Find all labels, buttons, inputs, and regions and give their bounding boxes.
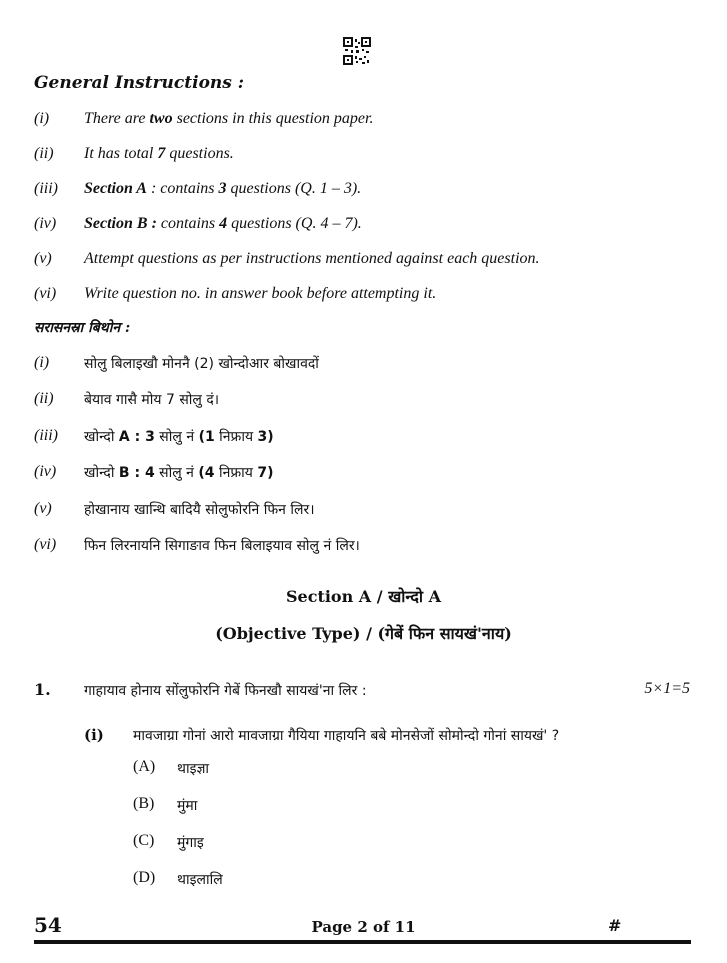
- text-fragment: contains: [156, 215, 220, 232]
- english-instruction-number: (iii): [34, 180, 58, 197]
- text-fragment: 4: [219, 215, 228, 232]
- english-instruction-text: [84, 285, 436, 303]
- text-fragment: निफ्राय: [214, 465, 258, 482]
- english-instruction-number: (ii): [34, 145, 54, 162]
- bodo-instruction-text: [84, 536, 360, 555]
- english-instruction-number: (i): [34, 110, 50, 127]
- text-fragment: It has total: [84, 145, 158, 162]
- bodo-instructions-heading: सरासनस्रा बिथोन :: [34, 320, 131, 336]
- subquestion-text: मावजाग्रा गोनां आरो मावजाग्रा गैयिया गाहायनि बबे मोनसेजों सोमोन्दो गोनां सायखं' ?: [133, 728, 560, 744]
- question-text: गाहायाव होनाय सोंलुफोरनि गेबें फिनखौ सायखं'ना लिर :: [84, 683, 367, 699]
- text-fragment: Attempt questions as per instructions mentioned against each question.: [84, 250, 540, 267]
- bodo-instruction-text: [84, 500, 315, 519]
- text-fragment: Section A: [84, 180, 147, 197]
- english-instruction-text: [84, 215, 362, 233]
- text-fragment: 3: [218, 180, 227, 197]
- text-fragment: निफ्राय: [214, 428, 258, 445]
- option-label: (D): [133, 869, 156, 886]
- text-fragment: 7): [257, 465, 274, 482]
- bodo-instruction-text: [84, 427, 274, 446]
- option-label: (C): [133, 832, 155, 849]
- option-text: मुंगाइ: [177, 835, 204, 851]
- text-fragment: Write question no. in answer book before attempting it.: [84, 285, 437, 302]
- text-fragment: (4: [198, 465, 215, 482]
- footer-hash: #: [608, 916, 622, 935]
- bodo-instruction-number: (ii): [34, 390, 54, 408]
- text-fragment: खोन्दो: [84, 465, 119, 482]
- text-fragment: (1: [198, 428, 215, 445]
- text-fragment: questions (Q. 1 – 3).: [226, 180, 362, 197]
- text-fragment: खोन्दो: [84, 428, 119, 445]
- bodo-instruction-number: (iii): [34, 426, 58, 444]
- english-instruction-text: [84, 250, 540, 268]
- text-fragment: बेयाव गासै मोय 7 सोलु दं।: [84, 392, 220, 409]
- option-text: मुंमा: [177, 798, 198, 814]
- bodo-instruction-text: [84, 390, 219, 409]
- text-fragment: होखानाय खान्थि बादियै सोलुफोरनि फिन लिर।: [84, 501, 315, 518]
- text-fragment: फिन लिरनायनि सिगाङाव फिन बिलाइयाव सोलु नं लिर।: [84, 538, 360, 554]
- text-fragment: 3): [257, 428, 274, 445]
- english-instruction-text: [84, 110, 373, 128]
- question-number: 1.: [34, 680, 51, 699]
- paper-code: 54: [34, 913, 62, 937]
- section-subtitle: (Objective Type) / (गेबें फिन सायखं'नाय): [215, 624, 512, 643]
- text-fragment: : contains: [146, 180, 219, 197]
- qr-code-icon: [343, 37, 371, 65]
- text-fragment: There are: [84, 110, 150, 127]
- section-title: Section A / खोन्दो A: [285, 587, 442, 606]
- question-marks: 5×1=5: [644, 680, 690, 697]
- text-fragment: सोलु नं: [154, 465, 199, 482]
- english-instruction-number: (iv): [34, 215, 57, 232]
- subquestion-number: (i): [84, 726, 104, 744]
- bodo-instruction-number: (vi): [34, 536, 57, 553]
- bodo-instruction-number: (v): [34, 499, 52, 517]
- english-instruction-number: (vi): [34, 285, 57, 302]
- footer-rule: [34, 940, 691, 944]
- bodo-instruction-number: (i): [34, 354, 50, 371]
- english-instruction-text: [84, 180, 361, 198]
- bodo-instruction-text: [84, 354, 319, 373]
- option-text: थाइज्ञा: [177, 761, 210, 777]
- english-instruction-text: [84, 145, 234, 163]
- text-fragment: B : 4: [118, 465, 155, 482]
- bodo-instruction-number: (iv): [34, 463, 57, 481]
- text-fragment: सोलु बिलाइखौ मोननै (2) खोन्दोआर बोखावदों: [84, 356, 319, 372]
- general-instructions-heading: General Instructions :: [34, 73, 245, 93]
- option-label: (B): [133, 795, 155, 812]
- text-fragment: A : 3: [118, 428, 155, 445]
- text-fragment: questions (Q. 4 – 7).: [227, 215, 362, 232]
- english-instruction-number: (v): [34, 250, 52, 267]
- text-fragment: 7: [157, 145, 166, 162]
- bodo-instruction-text: [84, 463, 274, 482]
- page-number: Page 2 of 11: [311, 918, 416, 936]
- option-label: (A): [133, 758, 156, 775]
- option-text: थाइलालि: [177, 872, 223, 888]
- text-fragment: questions.: [165, 145, 234, 162]
- text-fragment: two: [149, 110, 173, 127]
- text-fragment: Section B :: [84, 215, 157, 232]
- text-fragment: सोलु नं: [154, 428, 199, 445]
- text-fragment: sections in this question paper.: [172, 110, 374, 127]
